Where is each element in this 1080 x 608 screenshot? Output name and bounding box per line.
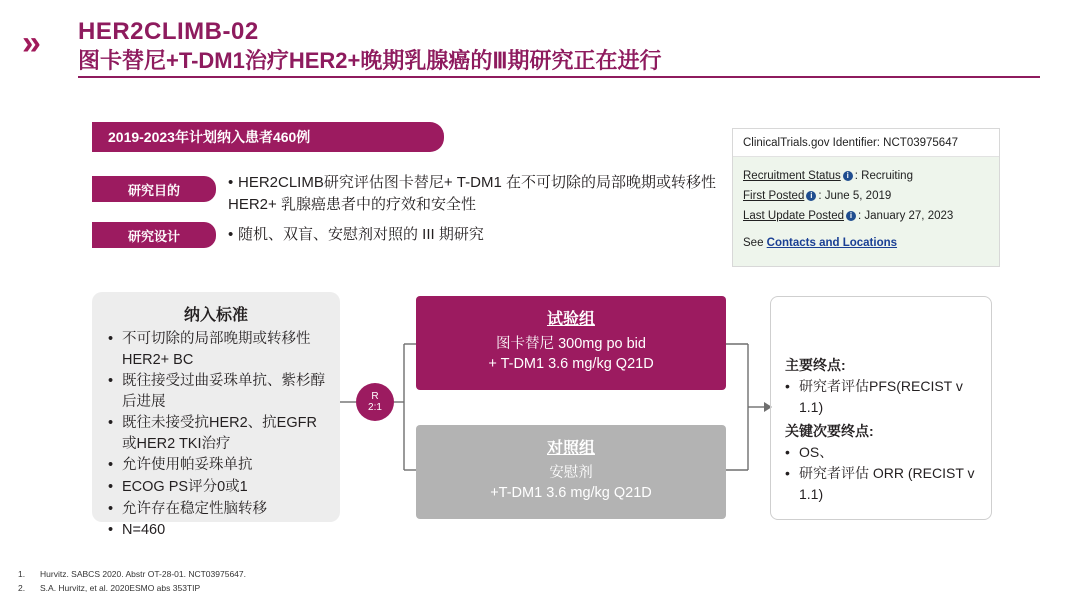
list-item: • 既往未接受抗HER2、抗EGFR或HER2 TKI治疗 <box>122 413 328 454</box>
primary-endpoint-heading: 主要终点: <box>785 357 846 373</box>
footnote-text: S.A. Hurvitz, et al. 2020ESMO abs 353TIP <box>40 582 201 593</box>
contacts-and-locations-link[interactable]: Contacts and Locations <box>766 237 898 250</box>
recruitment-status-label: Recruitment Status <box>743 170 841 182</box>
first-posted-row <box>743 186 989 206</box>
secondary-endpoint-item-os: • OS、 <box>785 442 979 463</box>
list-item: • ECOG PS评分0或1 <box>122 477 328 498</box>
footnote-number: 2. <box>18 582 26 593</box>
recruitment-status-value: : Recruiting <box>854 170 913 182</box>
clinicaltrials-status-body <box>733 157 999 266</box>
title-divider <box>78 76 1040 78</box>
study-purpose-text <box>228 172 728 216</box>
bullet-icon: • <box>228 226 234 243</box>
endpoints-panel <box>770 296 992 520</box>
recruitment-status-row <box>743 166 989 186</box>
experimental-arm-box <box>416 296 726 390</box>
experimental-arm-line1: 图卡替尼 300mg po bid <box>496 336 646 352</box>
footnote-number: 1. <box>18 569 26 579</box>
bullet-icon: • <box>228 174 234 191</box>
control-arm-title: 对照组 <box>546 440 595 457</box>
clinicaltrials-info-card <box>732 128 1000 267</box>
study-purpose-tag: 研究目的 <box>92 176 216 202</box>
randomization-ratio: 2:1 <box>368 402 382 413</box>
last-update-row <box>743 206 989 226</box>
info-icon: i <box>846 211 856 221</box>
randomization-label: R <box>371 390 379 402</box>
see-label: See <box>743 237 767 250</box>
study-design-tag: 研究设计 <box>92 222 216 248</box>
study-design-body: 随机、双盲、安慰剂对照的 III 期研究 <box>238 226 484 243</box>
contacts-row <box>743 233 989 253</box>
primary-endpoint-item: • 研究者评估PFS(RECIST v 1.1) <box>785 376 979 418</box>
inclusion-criteria-list <box>104 329 328 541</box>
list-item: • 允许使用帕妥珠单抗 <box>122 455 328 476</box>
secondary-endpoint-heading: 关键次要终点: <box>785 423 874 439</box>
chevron-double-right-icon: » <box>22 24 41 62</box>
control-arm-line1: 安慰剂 <box>549 465 593 481</box>
control-arm-box <box>416 425 726 519</box>
experimental-arm-line2: + T-DM1 3.6 mg/kg Q21D <box>488 356 654 373</box>
control-arm-line2: +T-DM1 3.6 mg/kg Q21D <box>490 485 652 502</box>
title-subtitle: 图卡替尼+T-DM1治疗HER2+晚期乳腺癌的Ⅲ期研究正在进行 <box>78 47 662 73</box>
inclusion-criteria-title: 纳入标准 <box>183 307 248 324</box>
footnotes <box>18 568 246 595</box>
info-icon: i <box>843 171 853 181</box>
footnote-row <box>18 568 246 582</box>
list-item: • 不可切除的局部晚期或转移性HER2+ BC <box>122 329 328 370</box>
randomization-node <box>356 383 394 421</box>
first-posted-value: : June 5, 2019 <box>818 190 892 203</box>
inclusion-criteria-panel <box>92 292 340 539</box>
experimental-arm-title: 试验组 <box>546 311 595 328</box>
list-item: • N=460 <box>122 520 328 541</box>
list-item: • 既往接受过曲妥珠单抗、紫杉醇后进展 <box>122 371 328 412</box>
clinicaltrials-identifier: ClinicalTrials.gov Identifier: NCT03975647 <box>733 129 999 157</box>
title-study-name: HER2CLIMB-02 <box>78 18 259 45</box>
first-posted-label: First Posted <box>743 190 805 203</box>
page-title <box>78 18 1058 74</box>
footnote-text: Hurvitz. SABCS 2020. Abstr OT-28-01. NCT03975647. <box>40 569 246 579</box>
info-icon: i <box>806 191 816 201</box>
footnote-row <box>18 582 246 596</box>
enrollment-banner: 2019-2023年计划纳入患者460例 <box>92 122 444 152</box>
last-update-label: Last Update Posted <box>743 210 845 223</box>
study-design-text <box>228 224 728 246</box>
page-header <box>0 0 1080 88</box>
list-item: • 允许存在稳定性脑转移 <box>122 499 328 520</box>
secondary-endpoint-item-orr: • 研究者评估 ORR (RECIST v 1.1) <box>785 463 979 505</box>
last-update-value: : January 27, 2023 <box>858 210 954 223</box>
study-purpose-body: HER2CLIMB研究评估图卡替尼+ T-DM1 在不可切除的局部晚期或转移性 HER2+ 乳腺癌患者中的疗效和安全性 <box>228 174 716 213</box>
